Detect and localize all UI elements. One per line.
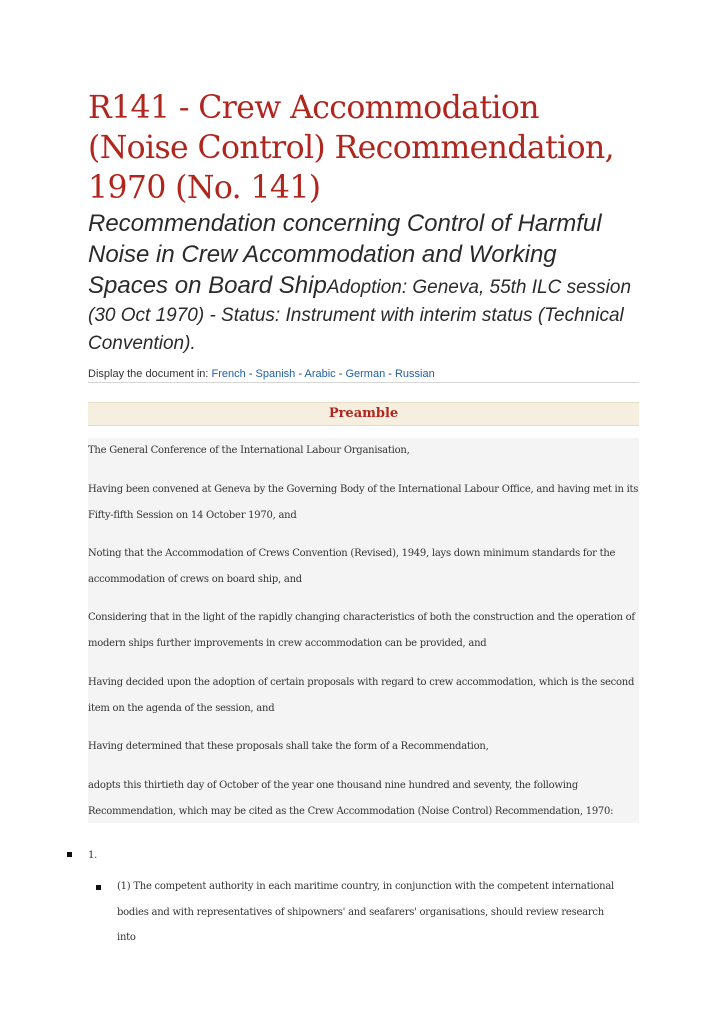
preamble-paragraph-text: The General Conference of the International Labour Organisation, <box>88 445 410 456</box>
preamble-paragraph-text: Having decided upon the adoption of certain proposals with regard to crew accommodation, which is the second item on the agenda of the session, and <box>88 677 635 714</box>
subtitle-main: Recommendation concerning Control of Harmful Noise in Crew Accommodation and Working Spaces on Board Ship <box>88 210 602 299</box>
language-links <box>88 368 435 380</box>
language-link-arabic[interactable]: Arabic <box>304 368 336 380</box>
language-separator: - <box>385 368 395 380</box>
preamble-content <box>88 438 639 823</box>
preamble-paragraph-text: Considering that in the light of the rapidly changing characteristics of both the construction and the operation of modern ships further improvements in crew accommodation can be provided, and <box>88 612 635 649</box>
preamble-paragraph <box>88 477 639 528</box>
language-link-german[interactable]: German <box>345 368 386 380</box>
page-subtitle <box>88 210 639 359</box>
divider <box>88 382 639 383</box>
bullet-icon <box>96 885 101 890</box>
preamble-paragraph <box>88 670 639 721</box>
preamble-heading-bar <box>88 402 639 426</box>
language-link-spanish[interactable]: Spanish <box>255 368 296 380</box>
language-separator: - <box>295 368 305 380</box>
preamble-paragraph <box>88 541 639 592</box>
subtitle-meta: Adoption: Geneva, 55th ILC session (30 Oct 1970) - Status: Instrument with interim status (Technical Convention). <box>88 277 632 354</box>
language-separator: - <box>245 368 256 380</box>
document <box>88 88 639 943</box>
preamble-heading: Preamble <box>328 406 399 421</box>
page-title: R141 - Crew Accommodation (Noise Control) Recommendation, 1970 (No. 141) <box>88 90 615 206</box>
preamble-paragraph <box>88 734 639 760</box>
list-item-number: 1. <box>88 850 98 861</box>
preamble-paragraph <box>88 773 639 824</box>
language-separator: - <box>335 368 346 380</box>
preamble-paragraph-text: Noting that the Accommodation of Crews Convention (Revised), 1949, lays down minimum standards for the accommodation of crews on board ship, and <box>88 548 616 585</box>
preamble-paragraph <box>88 438 639 464</box>
bullet-icon <box>67 852 72 857</box>
list-item-text: (1) The competent authority in each maritime country, in conjunction with the competent international bodies and with representatives of shipowners' and seafarers' organisations, should review research into <box>117 881 614 943</box>
language-prefix: Display the document in: <box>88 368 212 380</box>
preamble-paragraph-text: Having been convened at Geneva by the Governing Body of the International Labour Office, and having met in its Fifty-fifth Session on 14 October 1970, and <box>88 484 639 521</box>
preamble-paragraph <box>88 605 639 656</box>
language-link-french[interactable]: French <box>211 368 246 380</box>
preamble-paragraph-text: Having determined that these proposals shall take the form of a Recommendation, <box>88 741 489 752</box>
preamble-paragraph-text: adopts this thirtieth day of October of the year one thousand nine hundred and seventy, the following Recommendation, which may be cited as the Crew Accommodation (Noise Control) Recommendation, 1970: <box>88 780 614 817</box>
language-link-russian[interactable]: Russian <box>394 368 435 380</box>
